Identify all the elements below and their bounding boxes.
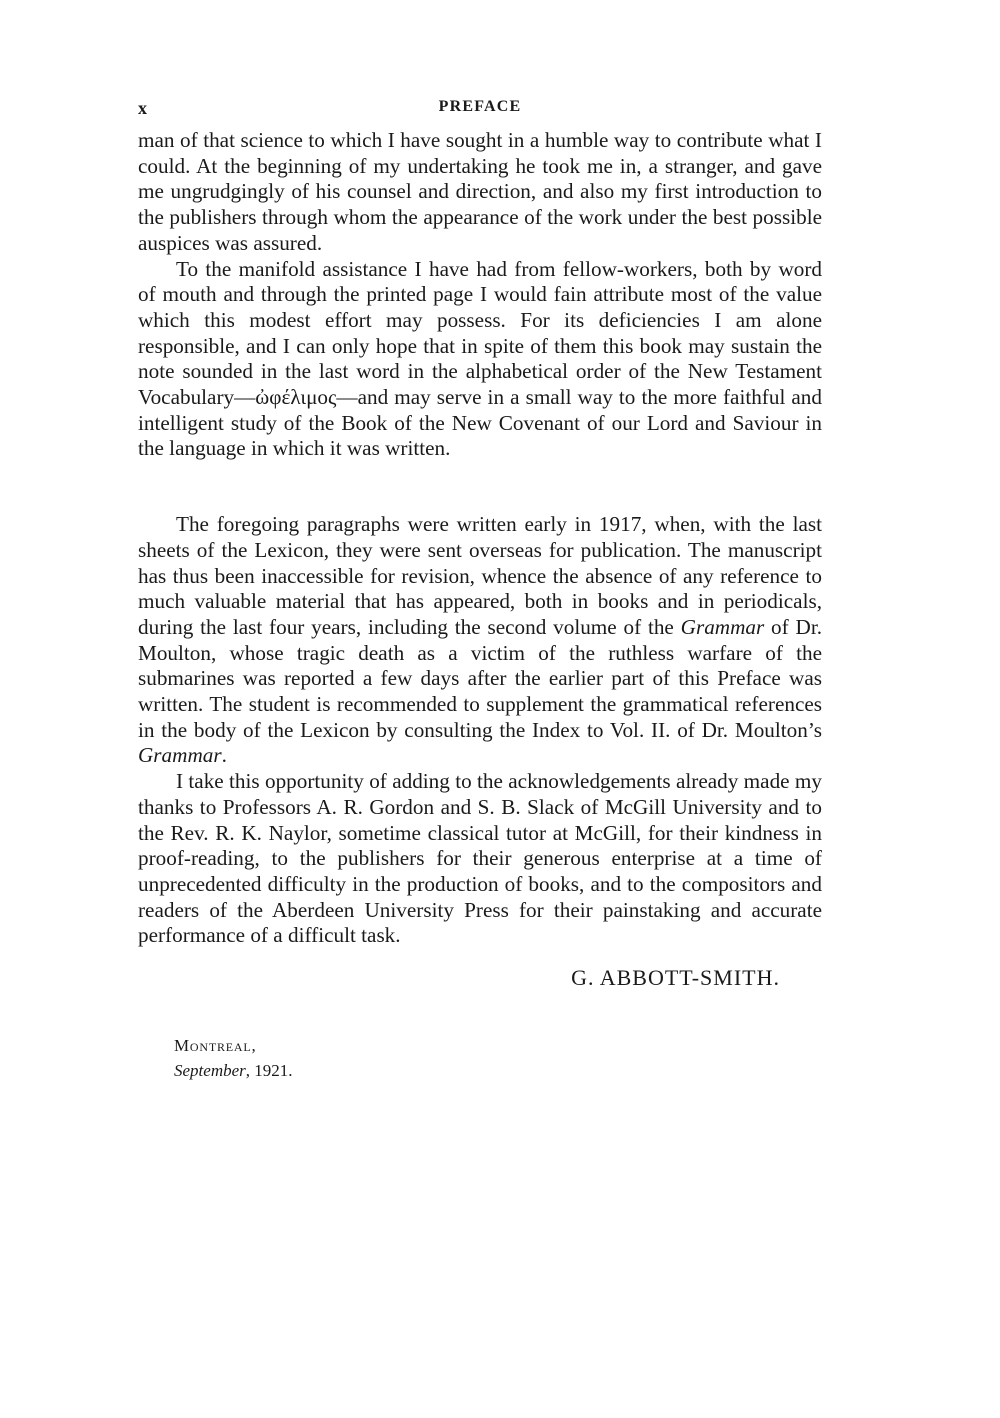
page-content	[138, 98, 822, 1083]
running-title: PREFACE	[438, 98, 522, 115]
paragraph-1: man of that science to which I have sought in a humble way to contribute what I could. At the beginning of my undertaking he took me in, a stranger, and gave me ungrudgingly of his counsel and direction, and also my first introduction to the publishers through whom the appearance of the work under the best possible auspices was assured.	[138, 128, 822, 255]
running-head	[138, 98, 822, 128]
author-signature: G. ABBOTT-SMITH.	[571, 965, 780, 991]
dateline-place: Montreal,	[174, 1036, 257, 1056]
paragraph-3-text-b: of Dr. Moulton, whose tragic death as a victim of the ruthless warfare of the submarines was reported a few days after the earlier part of this Preface was written. The student is recommended to supplement the grammatical references in the body of the Lexicon by consulting the Index to Vol. II. of Dr. Moulton’s	[138, 614, 822, 742]
dateline-year: , 1921.	[245, 1061, 293, 1081]
section-gap	[138, 462, 822, 512]
grammar-title-2: Grammar	[138, 743, 222, 768]
paragraph-4: I take this opportunity of adding to the acknowledgements already made my thanks to Professors A. R. Gordon and S. B. Slack of McGill University and to the Rev. R. K. Naylor, sometime classical tutor at McGill, for their kindness in proof-reading, to the publishers for their generous enterprise at a time of unprecedented difficulty in the production of books, and to the compositors and readers of the Aberdeen University Press for their painstaking and accurate performance of a difficult task.	[138, 769, 822, 948]
paragraph-3	[138, 512, 822, 769]
paragraph-2: To the manifold assistance I have had from fellow-workers, both by word of mouth and through the printed page I would fain attribute most of the value which this modest effort may possess. For its deficiencies I am alone responsible, and I can only hope that in spite of them this book may sustain the note sounded in the last word in the alphabetical order of the New Testament Vocabulary—ὠφέλιμος—and may serve in a small way to the more faithful and intelligent study of the Book of the New Covenant of our Lord and Saviour in the language in which it was written.	[138, 256, 822, 461]
preface-body	[138, 128, 822, 949]
paragraph-3-text-c: .	[221, 743, 227, 768]
dateline	[138, 1033, 822, 1083]
dateline-date	[174, 1058, 822, 1083]
grammar-title-1: Grammar	[680, 614, 765, 639]
paragraph-3-text-a: The foregoing paragraphs were written early in 1917, when, with the last sheets of the Lexicon, they were sent overseas for publication. The manuscript has thus been inaccessible for revision, whence the absence of any reference to much valuable material that has appeared, both in books and in periodicals, during the last four years, including the second volume of the	[138, 512, 822, 639]
dateline-month: September	[174, 1061, 246, 1081]
page-number: x	[138, 98, 148, 118]
